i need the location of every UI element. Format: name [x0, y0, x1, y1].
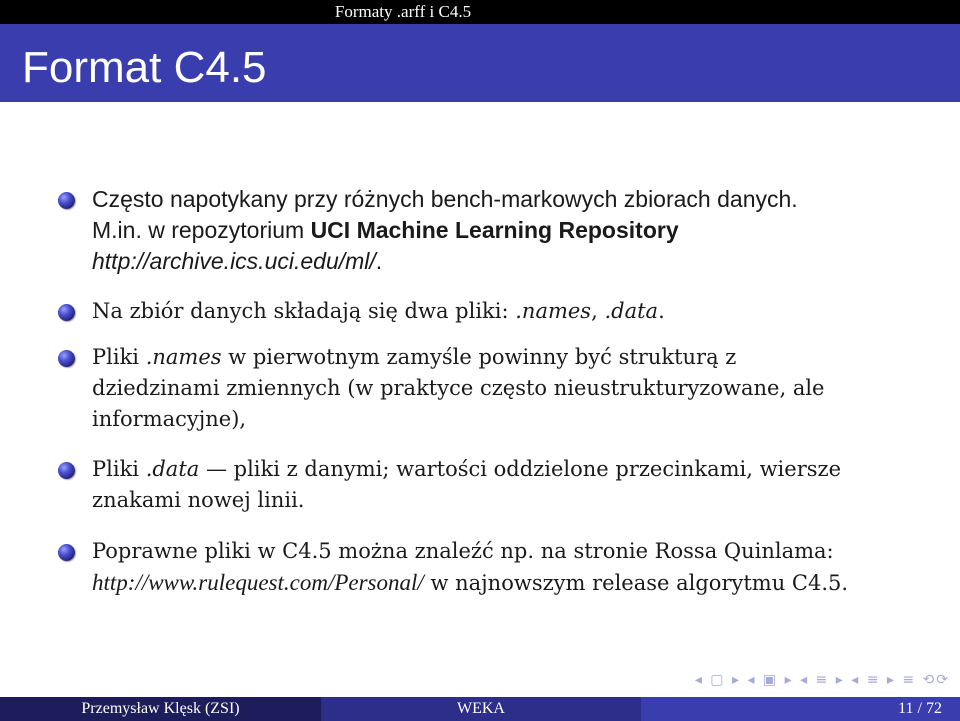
bullet-3: [92, 342, 942, 435]
bullet-ball-icon: [58, 192, 75, 209]
bullet-ball-icon: [58, 350, 75, 367]
bullet-5-line-1: Poprawne pliki w C4.5 można znaleźć np. na stronie Rossa Quinlama:: [92, 539, 834, 563]
section-tab[interactable]: Formaty .arff i C4.5: [334, 2, 472, 21]
bullet-4-text-rest: — pliki z danymi; wartości oddzielone przecinkami, wiersze: [199, 457, 842, 481]
bullet-ball-icon: [58, 544, 75, 561]
bullet-1-line-2: [92, 215, 942, 246]
bullet-1-punct: .: [375, 248, 383, 274]
bullet-5: [92, 536, 942, 599]
bullet-2: [92, 296, 942, 327]
bullet-3-text: Pliki: [92, 345, 146, 369]
uci-url-link[interactable]: http://archive.ics.uci.edu/ml/: [92, 248, 376, 274]
bullet-3-line-2: dziedzinami zmiennych (w praktyce często nieustrukturyzowane, ale: [92, 376, 825, 400]
bullet-ball-icon: [58, 462, 75, 479]
bullet-4-line-2: znakami nowej linii.: [92, 488, 305, 512]
header-bar: [0, 0, 960, 24]
bullet-3-line-1: [92, 342, 942, 373]
rulequest-url-link[interactable]: http://www.rulequest.com/Personal/: [92, 570, 424, 595]
bullet-2-sep: ,: [591, 299, 605, 323]
bullet-5-line-2: [92, 567, 942, 599]
bullet-4-text: Pliki: [92, 457, 146, 481]
frame-title: Format C4.5: [22, 43, 267, 92]
footer-short-title: WEKA: [321, 697, 641, 721]
bullet-ball-icon: [58, 304, 75, 321]
footer-author: Przemysław Klęsk (ZSI): [0, 697, 321, 721]
bullet-3-text-rest: w pierwotnym zamyśle powinny być strukturą z: [221, 345, 737, 369]
bullet-1-text: M.in. w repozytorium: [92, 217, 311, 243]
bullet-5-text-rest: w najnowszym release algorytmu C4.5.: [423, 571, 849, 595]
footer: [0, 697, 960, 721]
beamer-nav-controls[interactable]: ◂ ▢ ▸ ◂ ▣ ▸ ◂ ≡ ▸ ◂ ≡ ▸ ≡ ⟲⟳: [694, 672, 950, 688]
bullet-1-line-3: [92, 246, 942, 277]
names-ext: .names: [515, 299, 592, 323]
bullet-1: [92, 184, 942, 277]
bullet-2-punct: .: [658, 299, 665, 323]
bullet-3-line-3: informacyjne),: [92, 407, 247, 431]
footer-page-box: [641, 697, 960, 721]
bullet-4-line-1: [92, 454, 942, 485]
bullet-4: [92, 454, 942, 516]
data-ext: .data: [145, 457, 200, 481]
names-ext: .names: [145, 345, 222, 369]
data-ext: .data: [604, 299, 659, 323]
bullet-1-line-1: Często napotykany przy różnych bench-markowych zbiorach danych.: [92, 186, 798, 212]
footer-page-number: 11 / 72: [898, 700, 942, 717]
uci-repo-name: UCI Machine Learning Repository: [310, 217, 679, 243]
bullet-2-text: Na zbiór danych składają się dwa pliki:: [92, 299, 516, 323]
